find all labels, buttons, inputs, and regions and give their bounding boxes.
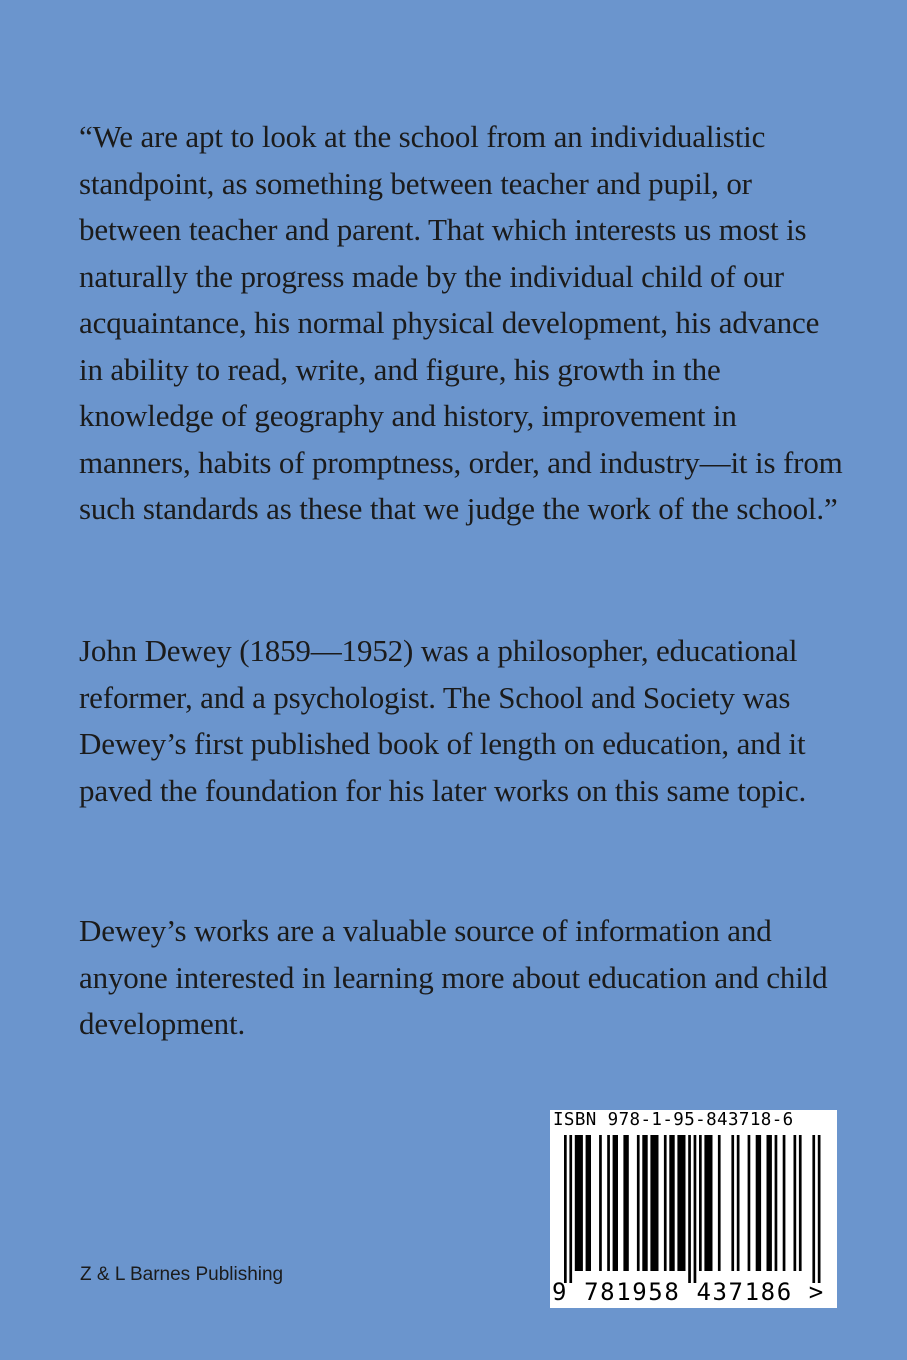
barcode-bar — [650, 1135, 658, 1271]
isbn-label: ISBN 978-1-95-843718-6 — [553, 1110, 794, 1130]
barcode-bar — [794, 1135, 797, 1271]
barcode-bar — [812, 1135, 815, 1283]
closing-paragraph: Dewey’s works are a valuable source of information and anyone interested in learning more about education and child development. — [79, 913, 828, 1041]
author-bio: John Dewey (1859—1952) was a philosopher, educational reformer, and a psychologist. The School and Society was Dewey’s first published book of length on education, and it paved the foundation for his later works on this same topic. — [79, 633, 807, 808]
barcode-bar — [704, 1135, 712, 1271]
barcode-bar — [737, 1135, 740, 1271]
barcode-bar — [731, 1135, 734, 1271]
barcode-bar — [586, 1135, 591, 1271]
isbn-barcode — [550, 1110, 837, 1308]
barcode-bar — [664, 1135, 667, 1271]
barcode-bar — [623, 1135, 628, 1271]
barcode-bar — [677, 1135, 685, 1271]
barcode-bar — [767, 1135, 772, 1271]
barcode-bar — [569, 1135, 572, 1283]
barcode-bar — [642, 1135, 647, 1271]
barcode-bar — [756, 1135, 761, 1271]
barcode-bar — [748, 1135, 751, 1271]
barcode-bar — [718, 1135, 721, 1271]
barcode-digits: 9 781958 437186 > — [552, 1278, 825, 1306]
barcode-bar — [775, 1135, 778, 1271]
barcode-bar — [564, 1135, 567, 1283]
barcode-bar — [637, 1135, 640, 1271]
barcode-bar — [783, 1135, 786, 1271]
back-cover-quote: “We are apt to look at the school from an individualistic standpoint, as something between teacher and pupil, or between teacher and parent. That which interests us most is naturally the progress made by the individual child of our acquaintance, his normal physical development, his advance in ability to read, write, and figure, his growth in the knowledge of geography and history, improvement in manners, habits of promptness, order, and industry—it is from such standards as these that we judge the work of the school.” — [79, 119, 843, 526]
barcode-bar — [607, 1135, 610, 1271]
barcode-bar — [575, 1135, 583, 1271]
barcode-bar — [599, 1135, 602, 1271]
publisher-name: Z & L Barnes Publishing — [80, 1264, 284, 1285]
barcode-bar — [694, 1135, 697, 1283]
barcode-bar — [699, 1135, 702, 1271]
barcode-bar — [799, 1135, 802, 1271]
barcode-bar — [669, 1135, 674, 1271]
barcode-bar — [688, 1135, 691, 1283]
barcode-bars — [564, 1135, 823, 1285]
barcode-bar — [818, 1135, 821, 1283]
barcode-bar — [613, 1135, 618, 1271]
